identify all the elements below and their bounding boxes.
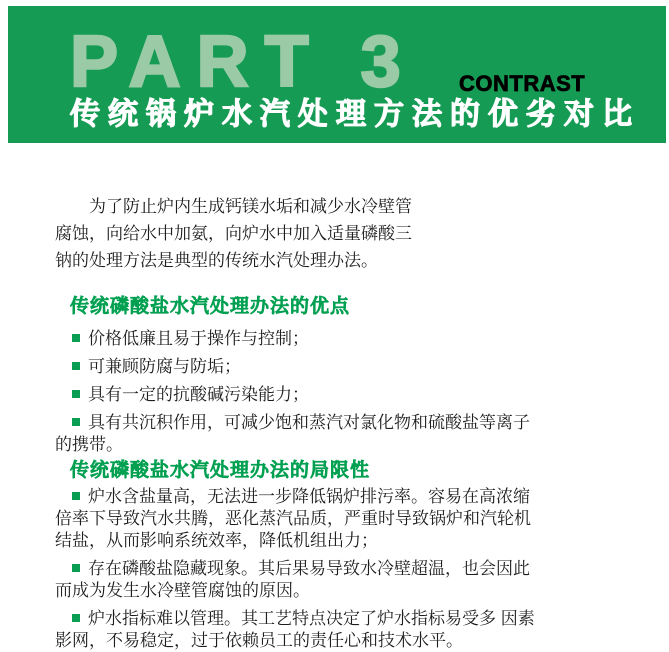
list-item-text: 可兼顾防腐与防垢； [88,357,241,376]
list-item-text: 存在磷酸盐隐藏现象。其后果易导致水冷壁超温，也会因此 [88,559,530,578]
advantages-heading: 传统磷酸盐水汽处理办法的优点 [70,296,351,317]
list-item-text: 具有一定的抗酸碱污染能力； [88,385,309,404]
bullet-square-icon [72,362,80,370]
list-item-text: 结盐，从而影响系统效率，降低机组出力； [55,531,378,550]
list-item [55,412,595,456]
list-item-text: 炉水含盐量高，无法进一步降低锅炉排污率。容易在高浓缩 [88,487,530,506]
list-item-text: 而成为发生水冷壁管腐蚀的原因。 [55,581,310,600]
intro-line: 为了防止炉内生成钙镁水垢和减少水冷壁管 [89,197,412,216]
bullet-square-icon [72,390,80,398]
advantages-list [55,328,595,462]
list-item-text: 倍率下导致汽水共腾，恶化蒸汽品质，严重时导致锅炉和汽轮机 [55,509,531,528]
list-item [55,558,595,602]
list-item [55,608,595,652]
list-item [55,328,595,350]
limitations-heading: 传统磷酸盐水汽处理办法的局限性 [70,460,371,481]
bullet-square-icon [72,418,80,426]
intro-paragraph [55,193,475,274]
list-item-text: 的携带。 [55,435,123,454]
list-item [55,486,595,552]
list-item-text: 价格低廉且易于操作与控制； [88,329,309,348]
list-item-text: 具有共沉积作用，可减少饱和蒸汽对氯化物和硫酸盐等离子 [88,413,530,432]
intro-line: 钠的处理方法是典型的传统水汽处理办法。 [55,251,378,270]
list-item-text: 炉水指标难以管理。其工艺特点决定了炉水指标易受多 因素 [88,609,535,628]
list-item [55,356,595,378]
bullet-square-icon [72,492,80,500]
bullet-square-icon [72,614,80,622]
part-number-heading: PART 3 [70,22,417,102]
bullet-square-icon [72,564,80,572]
list-item [55,384,595,406]
intro-line: 腐蚀，向给水中加氨，向炉水中加入适量磷酸三 [55,224,412,243]
part-banner [8,6,666,143]
bullet-square-icon [72,334,80,342]
limitations-list [55,486,595,652]
list-item-text: 影网，不易稳定，过于依赖员工的责任心和技术水平。 [55,631,463,650]
banner-title: 传统锅炉水汽处理方法的优劣对比 [70,98,640,131]
contrast-label: CONTRAST [459,71,586,96]
